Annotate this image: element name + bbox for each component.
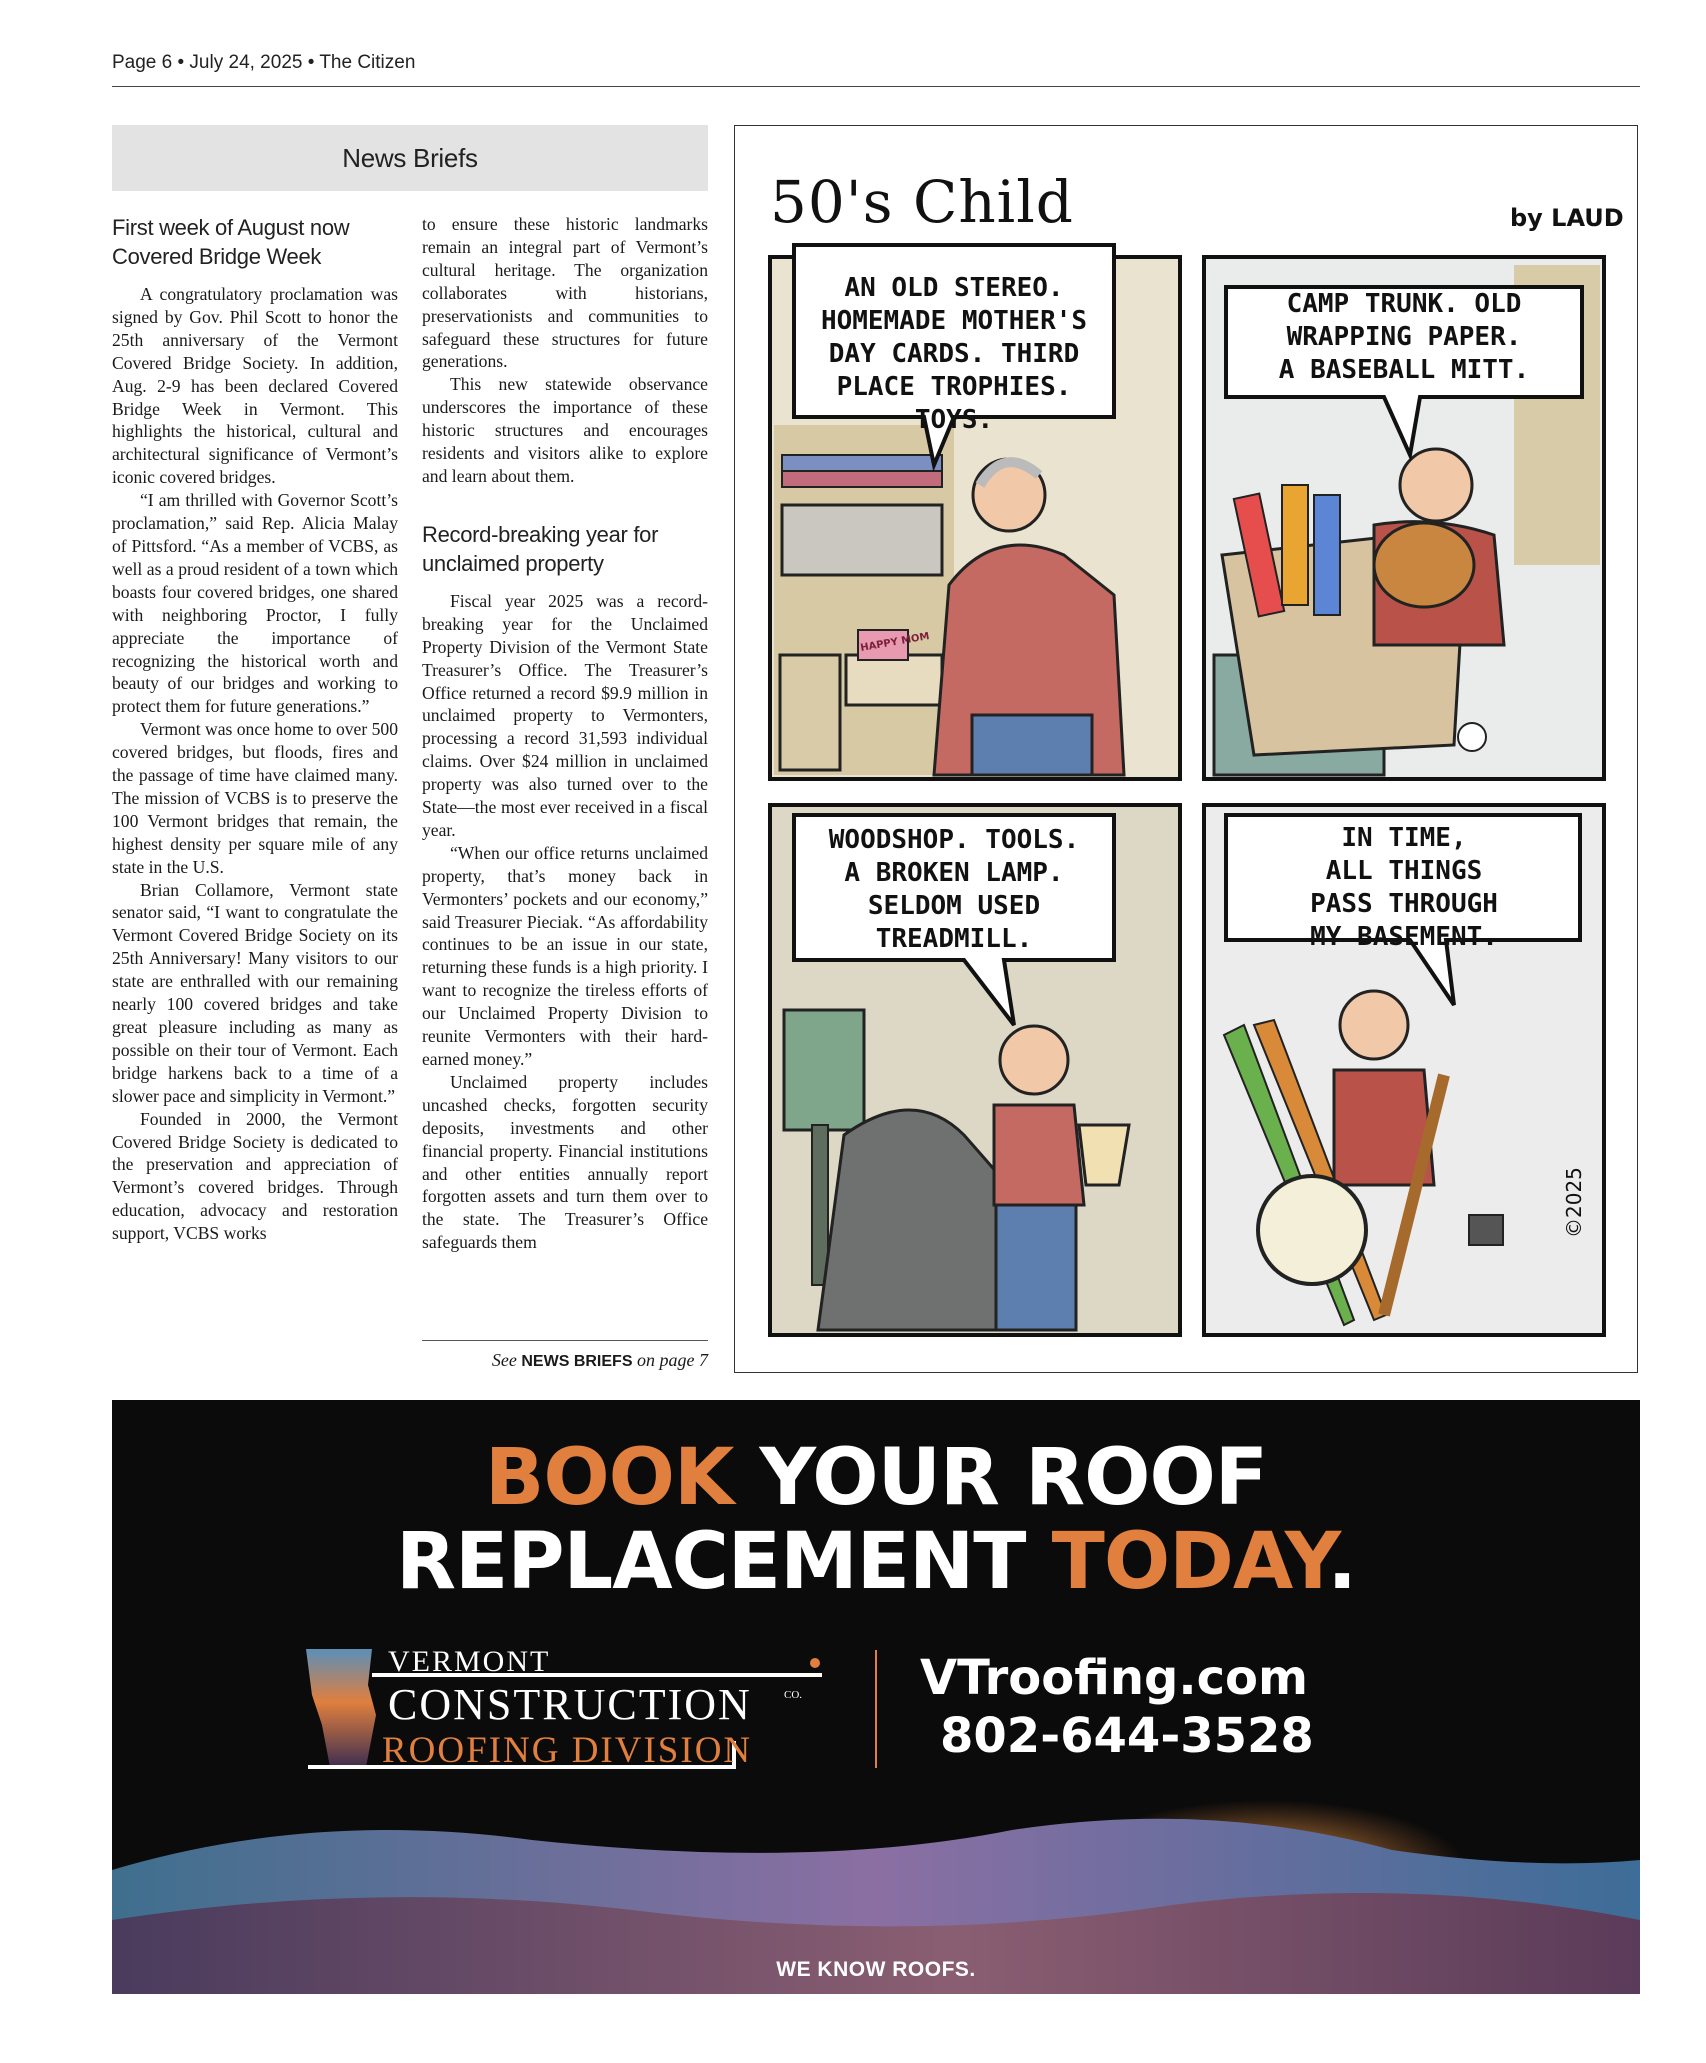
folio-divider — [112, 86, 1640, 87]
comic-copyright: ©2025 — [1562, 1167, 1586, 1238]
ad-headline-line2 — [112, 1517, 1640, 1607]
article1-paragraph: A congratulatory proclamation was signed by Gov. Phil Scott to honor the 25th anniversary of the Vermont Covered Bridge Society. In addition, Aug. 2-9 has been declared Covered Bridge Week in Vermont. This highlights the historical, cultural and architectural significance of Vermont’s iconic covered bridges. — [112, 284, 398, 488]
headline-period: . — [1327, 1517, 1357, 1607]
company-logo[interactable] — [302, 1645, 822, 1770]
speech-line: TREADMILL. — [875, 924, 1033, 954]
article-column-1 — [112, 213, 398, 1245]
ad-website-link[interactable]: VTroofing.com — [920, 1650, 1309, 1706]
comic-title: 50's Child — [770, 168, 1074, 236]
speech-line: MY BASEMENT. — [1310, 922, 1498, 952]
headline-book: BOOK — [484, 1433, 734, 1523]
jump-line[interactable] — [422, 1350, 708, 1371]
speech-line: PLACE TROPHIES. TOYS. — [836, 372, 1072, 435]
speech-line: SELDOM USED — [867, 891, 1041, 921]
headline-replacement: REPLACEMENT — [395, 1517, 1052, 1607]
panel1-speech — [794, 272, 1114, 437]
comic-byline: by LAUD — [1510, 204, 1624, 232]
article1-paragraph: “I am thrilled with Governor Scott’s proclamation,” said Rep. Alicia Malay of Pittsford. “As a member of VCBS, as well as a proud resident of a town which boasts four covered bridges, one shared with neighboring Proctor, I fully appreciate the importance of recognizing the historical worth and beauty of our bridges and working to protect them for future generations.” — [112, 490, 398, 717]
speech-line: IN TIME, — [1341, 823, 1467, 853]
ad-tagline: WE KNOW ROOFS. — [776, 1958, 976, 1981]
ad-phone-number[interactable]: 802-644-3528 — [940, 1708, 1314, 1764]
roofing-advertisement[interactable] — [112, 1400, 1640, 1994]
speech-line: CAMP TRUNK. OLD — [1286, 289, 1522, 319]
article1-paragraph: Vermont was once home to over 500 covered bridges, but floods, fires and the passage of time have claimed many. The mission of VCBS is to preserve the 100 Vermont bridges that remain, the highest density per square mile of any state in the U.S. — [112, 719, 398, 877]
article-column-2 — [422, 213, 708, 1254]
headline-today: TODAY — [1051, 1517, 1328, 1607]
jump-suffix: on page 7 — [637, 1350, 708, 1370]
article2-paragraph: Unclaimed property includes uncashed checks, forgotten security deposits, investments and other financial property. Financial institutions and other entities annually report forgotten assets and turn them over to the state. The Treasurer’s Office safeguards them — [422, 1071, 708, 1253]
speech-line: HOMEMADE MOTHER'S — [820, 306, 1088, 336]
article2-headline: Record-breaking year for unclaimed property — [422, 521, 659, 576]
article1-headline: First week of August now Covered Bridge Week — [112, 215, 350, 269]
speech-line: A BROKEN LAMP. — [844, 858, 1064, 888]
ad-divider — [875, 1650, 877, 1768]
article2-paragraph: Fiscal year 2025 was a record-breaking year for the Unclaimed Property Division of the Vermont State Treasurer’s Office. The Treasurer’s Office returned a record $9.9 million in unclaimed property to Vermonters, processing a record 31,593 individual claims. Over $24 million in unclaimed property was also turned over to the State—the most ever received in a fiscal year. — [422, 590, 708, 840]
logo-co: CO. — [784, 1689, 803, 1701]
logo-construction: CONSTRUCTION — [388, 1680, 752, 1729]
page-folio: Page 6 • July 24, 2025 • The Citizen — [112, 52, 416, 73]
speech-line: WOODSHOP. TOOLS. — [828, 825, 1080, 855]
card-lettering: HAPPY MOM — [859, 631, 931, 654]
panel4-speech — [1226, 822, 1582, 954]
ad-headline — [112, 1433, 1640, 1607]
article1-paragraph: Brian Collamore, Vermont state senator said, “I want to congratulate the Vermont Covered Bridge Society on its 25th Anniversary! Many visitors to our state are enthralled with our remaining nearly 100 covered bridges and take great pleasure including as many as possible on their tour of Vermont. Each bridge harkens back to a time of a slower pace and simplicity in Vermont.” — [112, 879, 398, 1106]
speech-line: ALL THINGS — [1325, 856, 1483, 886]
ad-headline-line1 — [112, 1433, 1640, 1523]
headline-your-roof: YOUR ROOF — [733, 1433, 1268, 1523]
speech-line: A BASEBALL MITT. — [1278, 355, 1530, 385]
article1-continuation: This new statewide observance underscores the importance of these historic structures and encourages residents and visitors alike to explore and learn about them. — [422, 374, 708, 486]
section-header: News Briefs — [112, 125, 708, 191]
speech-line: DAY CARDS. THIRD — [828, 339, 1080, 369]
article1-paragraph: Founded in 2000, the Vermont Covered Bridge Society is dedicated to the preservation and appreciation of Vermont’s covered bridges. Through education, advocacy and restoration support, VCBS works — [112, 1108, 398, 1244]
jump-prefix: See — [491, 1350, 517, 1370]
logo-roofing-division: ROOFING DIVISION — [382, 1730, 753, 1771]
speech-line: PASS THROUGH — [1310, 889, 1498, 919]
jump-divider — [422, 1340, 708, 1341]
panel3-speech — [794, 824, 1114, 956]
jump-label: NEWS BRIEFS — [521, 1353, 633, 1370]
speech-line: WRAPPING PAPER. — [1286, 322, 1522, 352]
panel2-speech — [1226, 288, 1582, 387]
speech-line: AN OLD STEREO. — [844, 273, 1064, 303]
article2-paragraph: “When our office returns unclaimed property, that’s money back in Vermonters’ pockets and our economy,” said Treasurer Pieciak. “As affordability continues to be an issue in our state, returning these funds is a high priority. I want to recognize the tireless efforts of our Unclaimed Property Division to reunite Vermonters with their hard-earned money.” — [422, 842, 708, 1069]
logo-vermont: VERMONT — [388, 1645, 551, 1678]
article1-continuation: to ensure these historic landmarks remain an integral part of Vermont’s cultural heritage. The organization collaborates with historians, preservationists and communities to safeguard these structures for future generations. — [422, 214, 708, 372]
